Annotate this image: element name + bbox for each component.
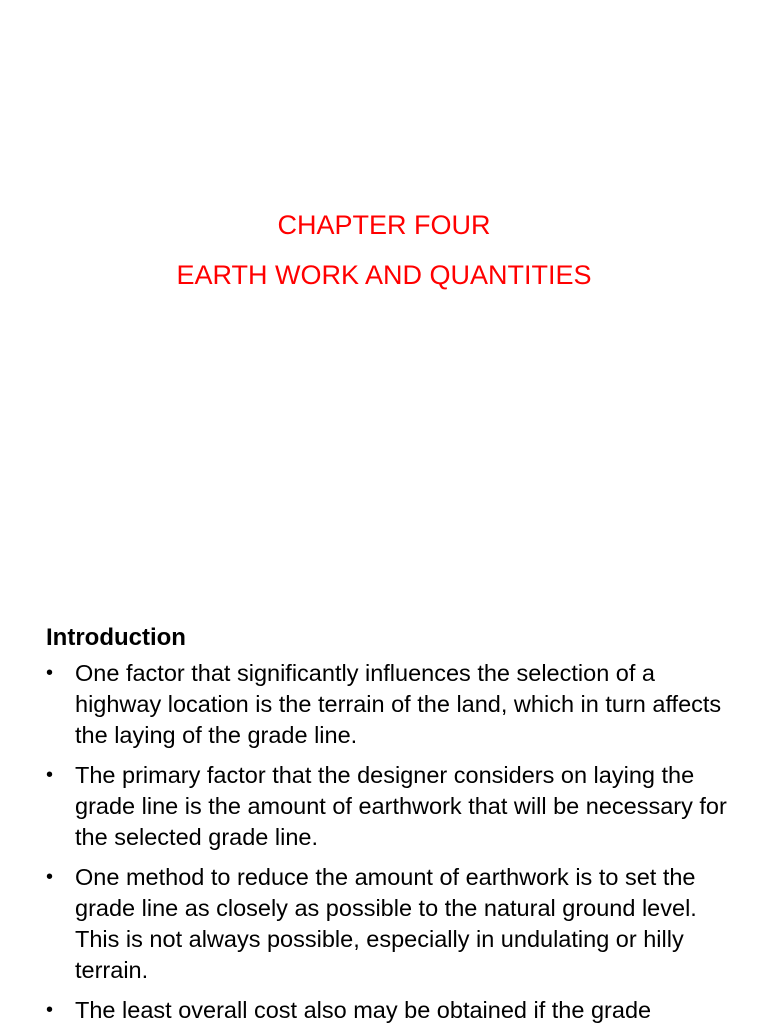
section-heading: Introduction [46,624,186,651]
list-item [46,862,736,986]
bullet-icon: • [46,662,54,684]
bullet-text: One factor that significantly influences the selection of a highway location is the terrain of the land, which in turn affects the laying of the grade line. [75,660,722,748]
bullet-text: The primary factor that the designer considers on laying the grade line is the amount of earthwork that will be necessary for the selected grade line. [75,762,727,850]
bullet-list [46,658,736,1026]
bullet-icon: • [46,866,54,888]
chapter-title-block [0,200,768,300]
chapter-subtitle: EARTH WORK AND QUANTITIES [176,260,592,290]
bullet-icon: • [46,999,54,1021]
chapter-title: CHAPTER FOUR [277,210,491,240]
list-item [46,658,736,751]
bullet-text: The least overall cost also may be obtained if the grade [75,997,652,1023]
list-item [46,760,736,853]
bullet-text: One method to reduce the amount of earthwork is to set the grade line as closely as possible to the natural ground level. This is not always possible, especially in undulating or hilly terrain. [75,864,697,983]
bullet-icon: • [46,764,54,786]
introduction-section [46,620,736,1035]
list-item [46,995,736,1026]
